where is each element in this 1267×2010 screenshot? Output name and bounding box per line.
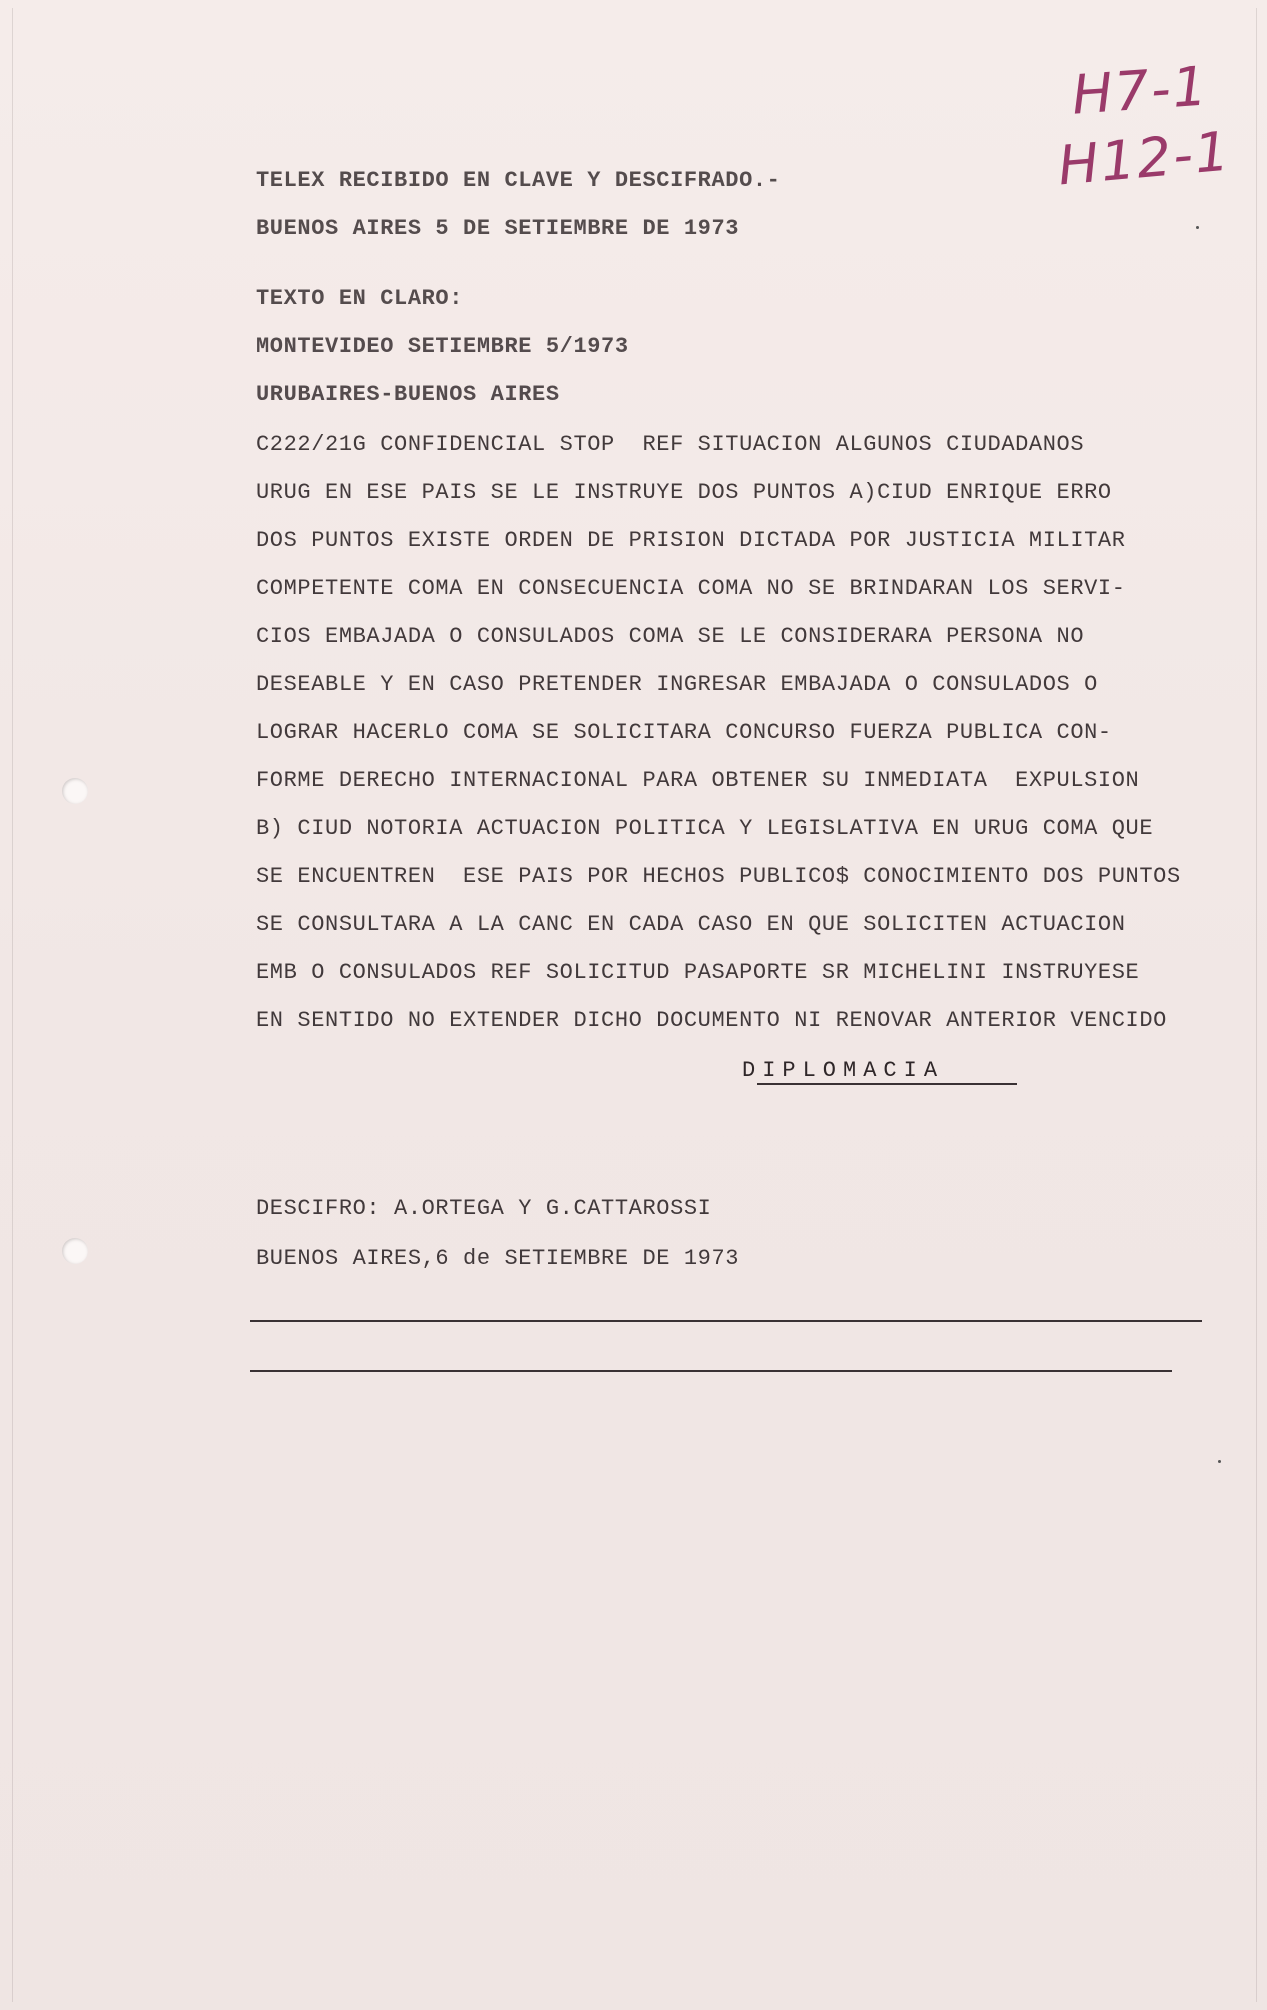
page-edge	[12, 8, 1257, 2002]
message-line: FORME DERECHO INTERNACIONAL PARA OBTENER SU INMEDIATA EXPULSION	[256, 768, 1140, 793]
message-line: LOGRAR HACERLO COMA SE SOLICITARA CONCURSO FUERZA PUBLICA CON-	[256, 720, 1112, 745]
text-label: TEXTO EN CLARO:	[256, 286, 464, 311]
signature-underline	[757, 1083, 1017, 1085]
signature-diplomacia: DIPLOMACIA	[742, 1058, 945, 1083]
punch-hole-upper	[62, 778, 88, 804]
message-line: EMB O CONSULADOS REF SOLICITUD PASAPORTE SR MICHELINI INSTRUYESE	[256, 960, 1140, 985]
telex-title: TELEX RECIBIDO EN CLAVE Y DESCIFRADO.-	[256, 168, 781, 193]
message-line: URUG EN ESE PAIS SE LE INSTRUYE DOS PUNTOS A)CIUD ENRIQUE ERRO	[256, 480, 1112, 505]
message-recipient: URUBAIRES-BUENOS AIRES	[256, 382, 560, 407]
message-line: EN SENTIDO NO EXTENDER DICHO DOCUMENTO NI RENOVAR ANTERIOR VENCIDO	[256, 1008, 1167, 1033]
paper-speck	[1218, 1460, 1221, 1463]
message-line: B) CIUD NOTORIA ACTUACION POLITICA Y LEGISLATIVA EN URUG COMA QUE	[256, 816, 1154, 841]
message-line: C222/21G CONFIDENCIAL STOP REF SITUACION ALGUNOS CIUDADANOS	[256, 432, 1085, 457]
message-line: DOS PUNTOS EXISTE ORDEN DE PRISION DICTADA POR JUSTICIA MILITAR	[256, 528, 1126, 553]
horizontal-rule-2	[250, 1370, 1172, 1372]
horizontal-rule-1	[250, 1320, 1202, 1322]
handwritten-annotation-1: H7-1	[1069, 54, 1211, 127]
decipherers-line: DESCIFRO: A.ORTEGA Y G.CATTAROSSI	[256, 1196, 712, 1221]
footer-place-date: BUENOS AIRES,6 de SETIEMBRE DE 1973	[256, 1246, 740, 1271]
message-line: COMPETENTE COMA EN CONSECUENCIA COMA NO SE BRINDARAN LOS SERVI-	[256, 576, 1126, 601]
header-place-date: BUENOS AIRES 5 DE SETIEMBRE DE 1973	[256, 216, 740, 241]
handwritten-annotation-2: H12-1	[1055, 119, 1234, 198]
message-line: DESEABLE Y EN CASO PRETENDER INGRESAR EMBAJADA O CONSULADOS O	[256, 672, 1098, 697]
message-line: SE ENCUENTREN ESE PAIS POR HECHOS PUBLICO$ CONOCIMIENTO DOS PUNTOS	[256, 864, 1181, 889]
punch-hole-lower	[62, 1238, 88, 1264]
message-line: CIOS EMBAJADA O CONSULADOS COMA SE LE CONSIDERARA PERSONA NO	[256, 624, 1085, 649]
message-line: SE CONSULTARA A LA CANC EN CADA CASO EN QUE SOLICITEN ACTUACION	[256, 912, 1126, 937]
paper-speck	[1196, 226, 1199, 229]
message-origin: MONTEVIDEO SETIEMBRE 5/1973	[256, 334, 629, 359]
